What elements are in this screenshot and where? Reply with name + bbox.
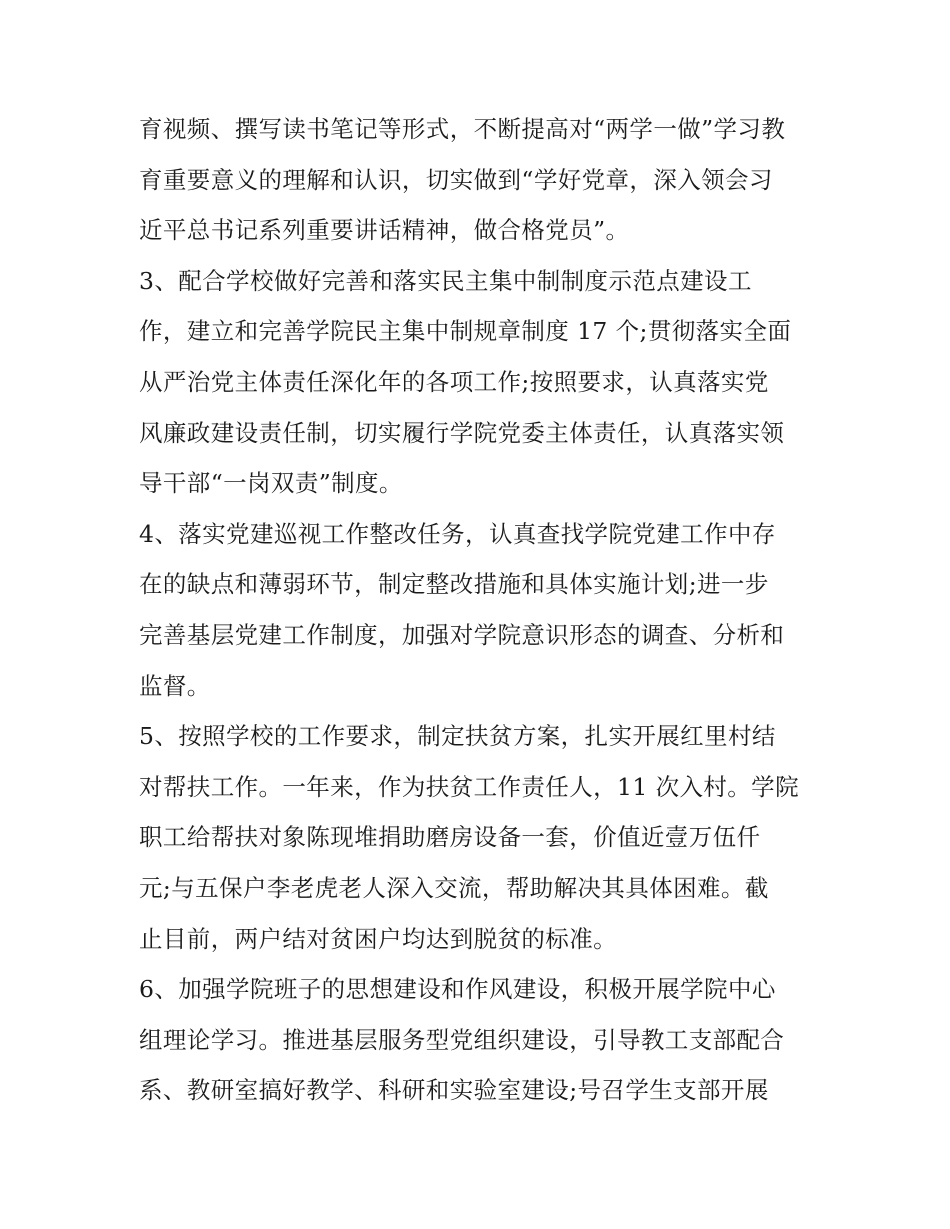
- text-line: 风廉政建设责任制，切实履行学院党委主体责任，认真落实领: [139, 418, 785, 447]
- text-line: 组理论学习。推进基层服务型党组织建设，引导教工支部配合: [139, 1025, 785, 1054]
- document-body-text: [139, 104, 819, 1116]
- text-line: 6、加强学院班子的思想建设和作风建设，积极开展学院中心: [139, 975, 776, 1004]
- text-line: 3、配合学校做好完善和落实民主集中制制度示范点建设工: [139, 266, 752, 295]
- text-line: 止目前，两户结对贫困户均达到脱贫的标准。: [139, 924, 617, 953]
- text-line: 育视频、撰写读书笔记等形式，不断提高对“两学一做”学习教: [139, 115, 786, 143]
- text-line: 对帮扶工作。一年来，作为扶贫工作责任人，11 次入村。学院: [139, 772, 799, 801]
- text-line: 元;与五保户李老虎老人深入交流，帮助解决其具体困难。截: [139, 873, 769, 902]
- text-line: 职工给帮扶对象陈现堆捐助磨房设备一套，价值近壹万伍仟: [139, 823, 761, 852]
- text-line: 从严治党主体责任深化年的各项工作;按照要求，认真落实党: [139, 367, 769, 396]
- text-line: 在的缺点和薄弱环节，制定整改措施和具体实施计划;进一步: [139, 570, 769, 599]
- text-line: 近平总书记系列重要讲话精神，做合格党员”。: [139, 216, 630, 245]
- text-line: 监督。: [139, 671, 211, 700]
- text-line: 5、按照学校的工作要求，制定扶贫方案，扎实开展红里村结: [139, 722, 776, 751]
- text-line: 导干部“一岗双责”制度。: [139, 469, 403, 498]
- text-line: 育重要意义的理解和认识，切实做到“学好党章，深入领会习: [139, 165, 773, 194]
- text-line: 作，建立和完善学院民主集中制规章制度 17 个;贯彻落实全面: [139, 317, 792, 346]
- text-line: 4、落实党建巡视工作整改任务，认真查找学院党建工作中存: [139, 519, 776, 548]
- text-line: 系、教研室搞好教学、科研和实验室建设;号召学生支部开展: [139, 1076, 769, 1105]
- text-line: 完善基层党建工作制度，加强对学院意识形态的调查、分析和: [139, 620, 785, 649]
